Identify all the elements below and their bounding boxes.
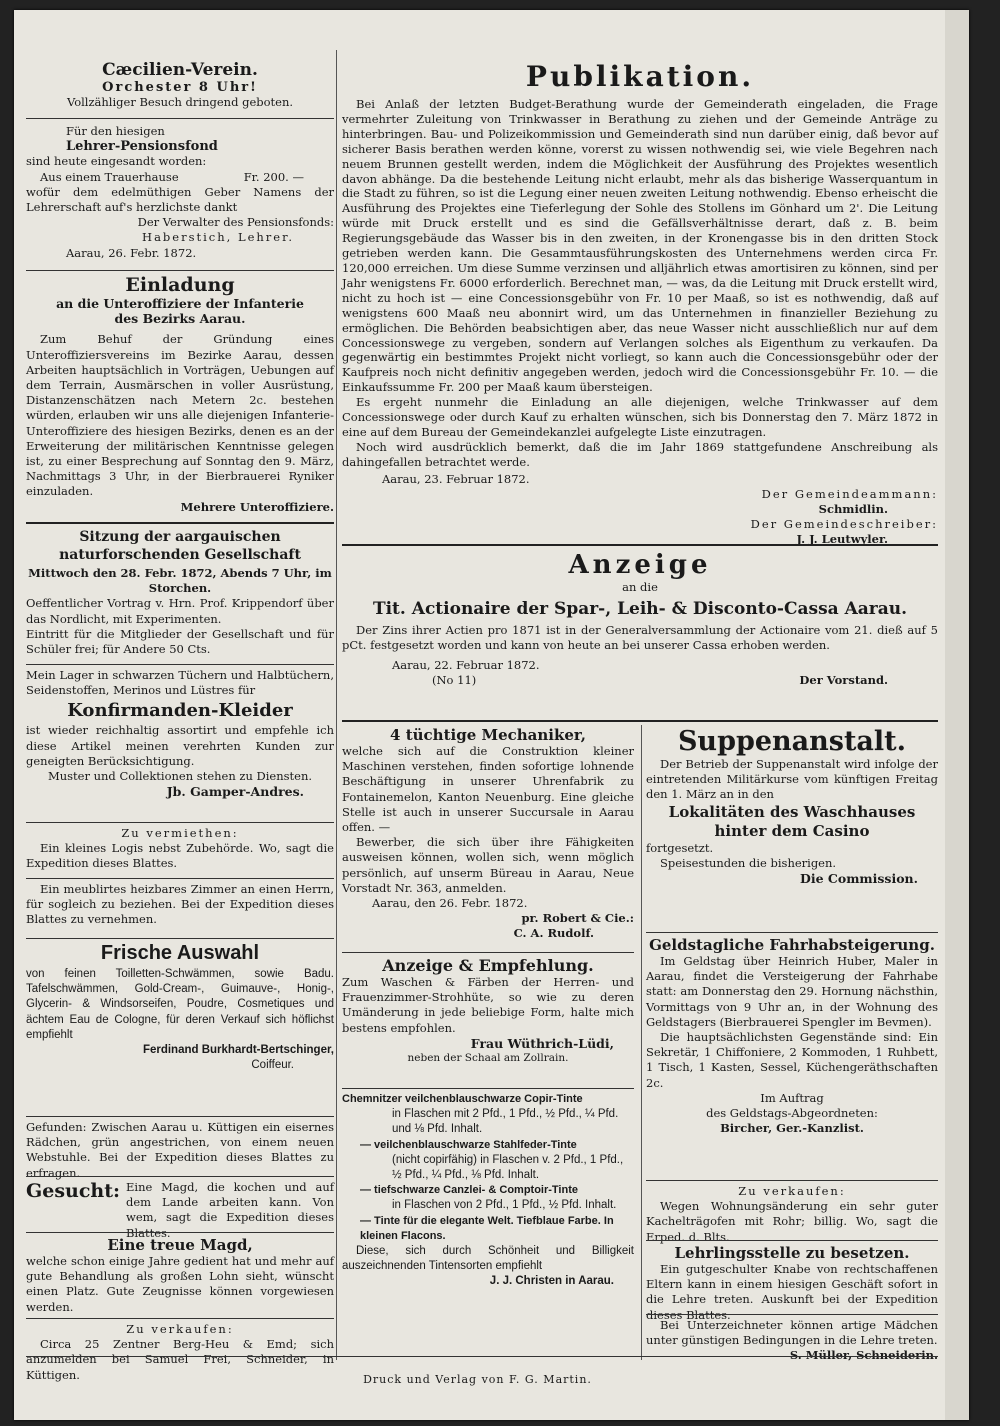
anzeige-title: Anzeige xyxy=(568,550,712,580)
anzeige-date: Aarau, 22. Februar 1872. xyxy=(392,657,540,672)
geldstag-s2: des Geldstags-Abgeordneten: xyxy=(706,1106,878,1121)
lehrling-title: Lehrlingsstelle zu besetzen. xyxy=(674,1244,910,1262)
frische-sign: Ferdinand Burkhardt-Bertschinger, xyxy=(142,1044,334,1057)
column-rule-lower xyxy=(641,725,642,1360)
einladung-sign: Mehrere Unteroffiziere. xyxy=(180,499,334,514)
frische-body: von feinen Toilletten-Schwämmen, sowie Badu. Tafelschwämmen, Gold-Cream-, Guimauve-, Honig-, Glycerin- & Windsorseifen, Poudre, Cosmetiques und ächtem Eau de Cologne, für deren Verkauf sich höflichst empfiehlt xyxy=(26,968,334,1041)
lager-ad xyxy=(26,668,334,799)
einladung-sub2: des Bezirks Aarau. xyxy=(114,311,246,327)
lager-body3: Muster und Collektionen stehen zu Diensten. xyxy=(47,769,313,784)
pension-l2: Lehrer-Pensionsfond xyxy=(66,139,218,155)
tinte-l3: — tiefschwarze Canzlei- & Comptoir-Tinte xyxy=(360,1184,578,1197)
divider xyxy=(26,1176,334,1177)
sitzung-body2: Eintritt für die Mitglieder der Gesellschaft und für Schüler frei; für Andere 50 Cts. xyxy=(26,626,334,657)
tinte-l1b: in Flaschen mit 2 Pfd., 1 Pfd., ½ Pfd., ¼ Pfd. und ⅛ Pfd. Inhalt. xyxy=(392,1108,619,1136)
publikation-date: Aarau, 23. Februar 1872. xyxy=(382,471,530,486)
tinte-l2b: (nicht copirfähig) in Flaschen v. 2 Pfd., 1 Pfd., ½ Pfd., ¼ Pfd., ⅛ Pfd. Inhalt. xyxy=(392,1153,624,1182)
divider xyxy=(26,118,334,119)
suppe-body: Der Betrieb der Suppenanstalt wird infolge der eintretenden Militärkurse vom künftigen Freitag den 1. März an in den xyxy=(646,757,938,802)
footer-rule xyxy=(26,1356,938,1357)
publikation-body2: Es ergeht nunmehr die Einladung an alle diejenigen, welche Trinkwasser auf dem Concessionswege oder durch Kauf zu erhalten wünschen, sich bis Donnerstag den 7. März 1872 in eine auf dem Bureau der Gemeindekanzlei aufgelegte Liste einzutragen. xyxy=(342,395,938,439)
anzeige-ad xyxy=(342,550,938,688)
anzeige-row xyxy=(342,673,938,688)
einladung-sub1: an die Unteroffiziere der Infanterie xyxy=(56,296,304,311)
divider xyxy=(26,1318,334,1319)
publikation-s4: J. J. Leutwyler. xyxy=(796,532,888,547)
caecilien-ad xyxy=(26,60,334,110)
divider xyxy=(26,938,334,939)
empfehlung-s1: Frau Wüthrich-Lüdi, xyxy=(470,1035,614,1051)
geldstag-title: Geldstagliche Fahrhabsteigerung. xyxy=(649,936,935,954)
divider xyxy=(342,544,938,546)
pension-l4: Aus einem Trauerhause xyxy=(40,169,179,184)
verkaufen2-title: Zu verkaufen: xyxy=(738,1184,846,1198)
lehrling-ad xyxy=(646,1244,938,1323)
gefunden-body: Gefunden: Zwischen Aarau u. Küttigen ein eisernes Rädchen, grün angestrichen, von einem neuen Webstuhle. Bei der Expedition dieses Blattes zu erfragen. xyxy=(26,1120,334,1180)
pension-l1: Für den hiesigen xyxy=(66,124,165,138)
pension-ad xyxy=(26,124,334,261)
geldstag-s3: Bircher, Ger.-Kanzlist. xyxy=(720,1121,864,1136)
suppe-ad xyxy=(646,726,938,886)
divider xyxy=(26,1116,334,1117)
pension-l7: Haberstich, Lehrer. xyxy=(142,230,294,245)
anzeige-no: (No 11) xyxy=(432,672,477,687)
anzeige-sub: an die xyxy=(622,580,658,594)
pension-l3: sind heute eingesandt worden: xyxy=(26,154,207,169)
pension-amount: Fr. 200. — xyxy=(243,169,304,184)
anzeige-body: Der Zins ihrer Actien pro 1871 ist in der Generalversammlung der Actionaire vom 21. dieß auf 5 pCt. festgesetzt worden und kann von heute an bei unserer Cassa erhoben werden. xyxy=(342,623,938,653)
maedchen-body: Bei Unterzeichneter können artige Mädchen unter günstigen Bedingungen in die Lehre treten. xyxy=(646,1318,938,1348)
divider xyxy=(26,270,334,271)
suppe-body3: Speisestunden die bisherigen. xyxy=(660,855,837,870)
caecilien-line2: Orchester 8 Uhr! xyxy=(102,80,258,95)
divider xyxy=(342,1088,634,1089)
pension-l4-row xyxy=(26,170,334,185)
tinte-sign: J. J. Christen in Aarau. xyxy=(489,1275,614,1288)
caecilien-line3: Vollzähliger Besuch dringend geboten. xyxy=(66,95,294,110)
divider xyxy=(646,932,938,933)
tinte-l3b: in Flaschen von 2 Pfd., 1 Pfd., ½ Pfd. Inhalt. xyxy=(392,1199,617,1212)
divider xyxy=(646,1180,938,1181)
empfehlung-title: Anzeige & Empfehlung. xyxy=(382,956,594,975)
einladung-body: Zum Behuf der Gründung eines Unteroffiziersvereins im Bezirke Aarau, dessen Arbeiten hauptsächlich in Vorträgen, Uebungen auf dem Terrain, Ausmärschen in voller Ausrüstung, Distanzenschätzen nach Metern 2c. bestehen würden, erlauben wir uns alle diejenigen Infanterie-Unteroffiziere des hiesigen Bezirks, denen es an der Erweiterung der militärischen Kenntnisse gelegen ist, zu einer Besprechung auf Sonntag den 9. März, Nachmittags 3 Uhr, in der Bierbrauerei Ryniker einzuladen. xyxy=(26,332,334,499)
pension-l5: wofür dem edelmüthigen Geber Namens der Lehrerschaft auf's herzlichste dankt xyxy=(26,184,334,215)
divider xyxy=(26,822,334,823)
publikation-body3: Noch wird ausdrücklich bemerkt, daß die im Jahr 1869 stattgefundene Anschreibung als dahingefallen betrachtet werde. xyxy=(342,439,938,469)
gefunden-ad xyxy=(26,1120,334,1181)
page-edge xyxy=(945,10,969,1420)
tinte-body: Diese, sich durch Schönheit und Billigkeit auszeichnenden Tintensorten empfiehlt xyxy=(342,1245,634,1273)
sitzung-title: Sitzung der aargauischen naturforschenden Gesellschaft xyxy=(59,529,301,563)
zimmer-ad xyxy=(26,882,334,928)
column-rule xyxy=(336,50,337,1360)
mechaniker-title: 4 tüchtige Mechaniker, xyxy=(390,726,586,744)
divider xyxy=(342,952,634,953)
lager-body: Mein Lager in schwarzen Tüchern und Halbtüchern, Seidenstoffen, Merinos und Lüstres für xyxy=(26,668,334,698)
suppe-big: Lokalitäten des Waschhauses hinter dem Casino xyxy=(668,802,916,840)
frische-title: Frische Auswahl xyxy=(100,942,260,964)
pension-l6: Der Verwalter des Pensionsfonds: xyxy=(137,215,334,230)
lager-sign: Jb. Gamper-Andres. xyxy=(166,784,304,800)
einladung-title: Einladung xyxy=(125,274,235,296)
vermiethen-body: Ein kleines Logis nebst Zubehörde. Wo, sagt die Expedition dieses Blattes. xyxy=(26,841,334,871)
tinte-l2: — veilchenblauschwarze Stahlfeder-Tinte xyxy=(360,1138,577,1151)
mechaniker-body: welche sich auf die Construktion kleiner Maschinen verstehen, finden sofortige lohnende Beschäftigung in unserer Uhrenfabrik zu Fontainemelon, Kanton Neuenburg. Eine gleiche Stelle ist auch in unserer Succursale in Aarau offen. — xyxy=(342,744,634,835)
mechaniker-body2: Bewerber, die sich über ihre Fähigkeiten ausweisen können, wollen sich, wenn möglich persönlich, auf unserm Büreau in Aarau, Neue Vorstadt Nr. 363, anmelden. xyxy=(342,835,634,895)
sitzung-date: Mittwoch den 28. Febr. 1872, Abends 7 Uhr, im Storchen. xyxy=(28,566,332,596)
zimmer-body: Ein meublirtes heizbares Zimmer an einen Herrn, für sogleich zu beziehen. Bei der Expedition dieses Blattes zu vernehmen. xyxy=(26,882,334,927)
mechaniker-s2: C. A. Rudolf. xyxy=(513,926,594,941)
suppe-sign: Die Commission. xyxy=(800,871,918,887)
magd-ad xyxy=(26,1236,334,1315)
sitzung-ad xyxy=(26,528,334,657)
empfehlung-s2: neben der Schaal am Zollrain. xyxy=(407,1052,569,1065)
footer-imprint: Druck und Verlag von F. G. Martin. xyxy=(363,1373,592,1386)
empfehlung-body: Zum Waschen & Färben der Herren- und Frauenzimmer-Strohhüte, so wie zu deren Umänderung in jede beliebige Form, halte mich bestens empfohlen. xyxy=(342,975,634,1035)
lehrling-body: Ein gutgeschulter Knabe von rechtschaffenen Eltern kann in einem hiesigen Geschäft sofort in die Lehre treten. Auskunft bei der Expedition dieses Blattes. xyxy=(646,1262,938,1322)
lager-body2: ist wieder reichhaltig assortirt und empfehle ich diese Artikel meinen verehrten Kunden zur geneigten Berücksichtigung. xyxy=(26,723,334,768)
verkaufen2-ad xyxy=(646,1184,938,1245)
divider xyxy=(26,878,334,879)
verkaufen-body: Circa 25 Zentner Berg-Heu & Emd; sich anzumelden bei Samuel Frei, Schneider, in Küttigen. xyxy=(26,1337,334,1382)
frische-sign2: Coiffeur. xyxy=(251,1059,294,1072)
empfehlung-ad xyxy=(342,956,634,1066)
einladung-ad xyxy=(26,274,334,515)
verkaufen2-body: Wegen Wohnungsänderung ein sehr guter Kachelträgofen mit Rohr; billig. Wo, sagt die Erped. d. Blts. xyxy=(646,1199,938,1244)
divider xyxy=(646,1314,938,1315)
suppe-title: Suppenanstalt. xyxy=(677,726,907,757)
publikation-title: Publikation. xyxy=(525,60,755,93)
vermiethen-title: Zu vermiethen: xyxy=(121,826,239,840)
geldstag-s1: Im Auftrag xyxy=(760,1090,824,1105)
publikation-s2: Schmidlin. xyxy=(818,502,888,517)
divider xyxy=(26,664,334,665)
pension-l8: Aarau, 26. Febr. 1872. xyxy=(66,245,197,260)
geldstag-ad xyxy=(646,936,938,1136)
magd-body: welche schon einige Jahre gedient hat und mehr auf gute Behandlung als großen Lohn sieht, wünscht einen Platz. Gute Zeugnisse können vorgewiesen werden. xyxy=(26,1254,334,1314)
maedchen-sign: S. Müller, Schneiderin. xyxy=(789,1348,938,1363)
gesucht-body: Eine Magd, die kochen und auf dem Lande arbeiten kann. Von wem, sagt die Expedition dieses Blattes. xyxy=(126,1180,334,1240)
vermiethen-ad xyxy=(26,826,334,872)
publikation-s3: Der Gemeindeschreiber: xyxy=(750,517,938,532)
mechaniker-date: Aarau, den 26. Febr. 1872. xyxy=(372,896,528,911)
publikation-s1: Der Gemeindeammann: xyxy=(761,486,938,501)
gesucht-big: Gesucht: xyxy=(26,1180,120,1202)
tinte-l1: Chemnitzer veilchenblauschwarze Copir-Tinte xyxy=(342,1093,583,1105)
magd-title: Eine treue Magd, xyxy=(107,1236,253,1254)
geldstag-body2: Die hauptsächlichsten Gegenstände sind: Ein Sekretär, 1 Chiffoniere, 2 Kommoden, 1 Ruhbett, 1 Tisch, 1 Kasten, Sessel, Küchengeräthschaften 2c. xyxy=(646,1030,938,1090)
tinte-ad xyxy=(342,1092,634,1290)
mechaniker-ad xyxy=(342,726,634,942)
divider xyxy=(342,720,938,722)
publikation-ad xyxy=(342,60,938,548)
lager-big: Konfirmanden-Kleider xyxy=(67,700,293,722)
divider xyxy=(26,522,334,524)
anzeige-sign: Der Vorstand. xyxy=(799,672,888,687)
anzeige-big: Tit. Actionaire der Spar-, Leih- & Disconto-Cassa Aarau. xyxy=(372,599,908,620)
sitzung-body: Oeffentlicher Vortrag v. Hrn. Prof. Krippendorf über das Nordlicht, mit Experimenten. xyxy=(26,596,334,626)
verkaufen-title: Zu verkaufen: xyxy=(126,1322,234,1336)
suppe-body2: fortgesetzt. xyxy=(646,840,714,855)
mechaniker-s1: pr. Robert & Cie.: xyxy=(521,911,634,926)
publikation-body: Bei Anlaß der letzten Budget-Berathung wurde der Gemeinderath eingeladen, die Frage vermehrter Zuleitung von Trinkwasser in Berathung zu ziehen und der Gemeinde Anträge zu hinterbringen. Bau- und Polizeikommission und Gemeinderath sind nun darüber einig, daß bevor auf sicherer Basis berathen werden könne, vorerst zu wissen nothwendig sei, wie viele Begehren nach neuem Brunnen gestellt werden, indem die Möglichkeit der Ausführung des Projektes wesentlich davon abhänge. Da die bestehende Leitung nicht erlaubt, mehr als das bisherige Wasserquantum in die Stadt zu führen, so ist die Legung einer neuen zweiten Leitung nothwendig. Ebenso erheischt die Ausführung des Projektes eine Tieferlegung der Sohle des Stollens im Gönhard um 2'. Die Leitung würde mit Druck erstellt und es sind die Gefällsverhältnisse derart, daß z. B. beim Regierungsgebäude das Wasser bis in den zweiten, in der Kronengasse bis in den dritten Stock getrieben werden kann. Die Gesammtausführungskosten des Unternehmens werden circa Fr. 120,000 erreichen. Um diese Summe verzinsen und alljährlich etwas amortisiren zu können, sind per Jahr wenigstens Fr. 6000 erforderlich. Berechnet man, — was, da die Leitung mit Druck erstellt wird, nicht zu hoch ist — eine Concessionsgebühr von Fr. 10 per Maaß, so ist es nothwendig, daß auf wenigstens 600 Maaß neu abonnirt wird, um das Unternehmen in finanzieller Beziehung zu ermöglichen. Die Behörden beabsichtigen aber, das neue Wasser nicht ausschließlich nur auf dem Concessionswege zu vergeben, sondern auf Verlangen solches als Eigenthum zu verkaufen. Da gegenwärtig ein bestimmtes Projekt nicht vorliegt, so kann auch die Concessionsgebühr oder der Kaufpreis noch nicht definitiv angegeben werden, jedoch wird die Concessionsgebühr Fr. 10. — die Einkaufssumme Fr. 200 per Maaß kaum übersteigen. xyxy=(342,97,938,395)
tinte-l4: — Tinte für die elegante Welt. Tiefblaue Farbe. In kleinen Flacons. xyxy=(360,1214,614,1242)
divider xyxy=(646,1240,938,1241)
frische-ad xyxy=(26,942,334,1073)
geldstag-body: Im Geldstag über Heinrich Huber, Maler in Aarau, findet die Versteigerung der Fahrhabe statt: am Donnerstag den 29. Hornung nächsthin, Vormittags von 9 Uhr an, in der Wohnung des Geldstagers (Bierbrauerei Spengler im Bevmen). xyxy=(646,954,938,1029)
divider xyxy=(26,1232,334,1233)
caecilien-title: Cæcilien-Verein. xyxy=(102,60,258,80)
